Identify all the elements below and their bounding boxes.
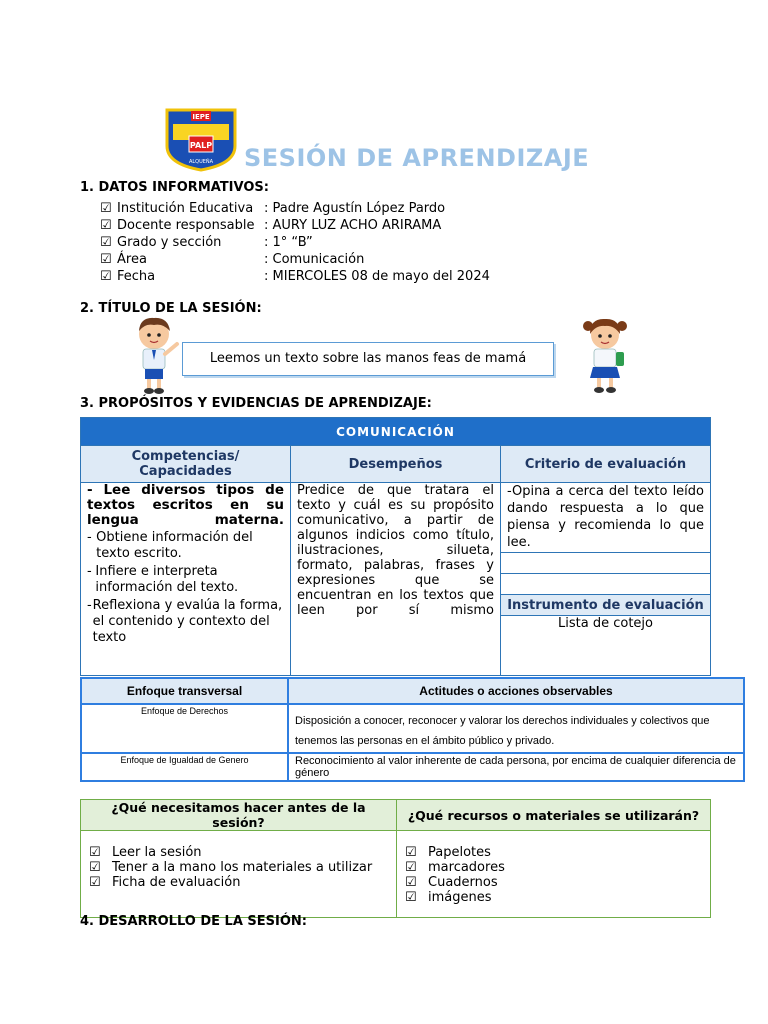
list-item-text: Ficha de evaluación xyxy=(112,875,241,890)
col-desempenos: Desempeños xyxy=(291,446,501,483)
info-label: Área xyxy=(117,252,147,267)
info-value: : AURY LUZ ACHO ARIRAMA xyxy=(264,218,442,233)
boy-illustration xyxy=(130,314,180,396)
info-row xyxy=(100,234,313,251)
list-item xyxy=(405,845,702,860)
list-item-text: marcadores xyxy=(428,860,505,875)
capacidad-text: Obtiene información del texto escrito. xyxy=(96,530,253,561)
info-value: : Comunicación xyxy=(264,252,365,267)
capacidad-item: - Reflexiona y evalúa la forma, el contenido y contexto del texto xyxy=(87,598,283,645)
list-item-text: Papelotes xyxy=(428,845,491,860)
enfoque-action: Disposición a conocer, reconocer y valorar los derechos individuales y colectivos que tenemos las personas en el ámbito público y privado. xyxy=(288,704,744,753)
empty-cell xyxy=(501,573,711,594)
enfoque-action: Reconocimiento al valor inherente de cada persona, por encima de cualquier diferencia de género xyxy=(288,753,744,781)
school-logo xyxy=(163,106,239,172)
capacidad-text: Reflexiona y evalúa la forma, el contenido y contexto del texto xyxy=(92,598,283,645)
logo-bottom-text: ALQUEÑA xyxy=(188,159,214,165)
check-icon: ☑ xyxy=(405,860,417,875)
check-icon: ☑ xyxy=(89,860,101,875)
competencias-cell xyxy=(81,483,291,676)
logo-top-text: IEPE xyxy=(192,113,210,121)
list-item-text: Cuadernos xyxy=(428,875,498,890)
col-criterio: Criterio de evaluación xyxy=(501,446,711,483)
preparation-table xyxy=(80,799,711,918)
capacidad-text: Infiere e interpreta información del texto. xyxy=(95,564,239,595)
info-value: : MIERCOLES 08 de mayo del 2024 xyxy=(264,269,490,284)
section4-title: 4. DESARROLLO DE LA SESIÓN: xyxy=(80,914,307,929)
capacidad-item: - Obtiene información del texto escrito. xyxy=(87,530,284,562)
capacidad-item: - Infiere e interpreta información del texto. xyxy=(87,564,284,596)
resources-list xyxy=(397,831,711,918)
instrumento-value: Lista de cotejo xyxy=(501,616,711,676)
list-item-text: imágenes xyxy=(428,890,492,905)
competencies-table xyxy=(80,417,711,676)
girl-illustration xyxy=(580,314,630,396)
check-icon: ☑ xyxy=(100,235,112,250)
col-actitudes: Actitudes o acciones observables xyxy=(288,678,744,704)
info-value: : Padre Agustín López Pardo xyxy=(264,201,446,216)
list-item xyxy=(405,860,702,875)
list-item xyxy=(89,875,388,890)
info-label: Grado y sección xyxy=(117,235,222,250)
info-label: Fecha xyxy=(117,269,156,284)
enfoque-table xyxy=(80,677,745,782)
page-title: SESIÓN DE APRENDIZAJE xyxy=(244,144,590,172)
col-competencias: Competencias/ Capacidades xyxy=(81,446,291,483)
before-list xyxy=(81,831,397,918)
section3-title: 3. PROPÓSITOS Y EVIDENCIAS DE APRENDIZAJE: xyxy=(80,396,432,411)
empty-cell xyxy=(501,552,711,573)
section1-title: 1. DATOS INFORMATIVOS: xyxy=(80,180,269,195)
check-icon: ☑ xyxy=(100,201,112,216)
col-resources: ¿Qué recursos o materiales se utilizarán? xyxy=(397,800,711,831)
check-icon: ☑ xyxy=(405,890,417,905)
criterio-cell xyxy=(501,483,711,553)
competencia-text: - Lee diversos tipos de textos escritos en su lengua materna. xyxy=(87,482,284,528)
check-icon: ☑ xyxy=(405,845,417,860)
info-row xyxy=(100,200,445,217)
logo-middle-text: PALP xyxy=(189,141,213,150)
list-item xyxy=(89,845,388,860)
section2-title: 2. TÍTULO DE LA SESIÓN: xyxy=(80,301,262,316)
list-item xyxy=(89,860,388,875)
info-label: Docente responsable xyxy=(117,218,255,233)
session-title-box: Leemos un texto sobre las manos feas de mamá xyxy=(182,342,554,376)
desempeno-text: Predice de que tratara el texto y cuál es su propósito comunicativo, a partir de algunos indicios como título, ilustraciones, silueta, formato, palabras, frases y expresiones que se encuentran en los textos que leen por sí mismo xyxy=(297,483,494,618)
info-row xyxy=(100,251,364,268)
check-icon: ☑ xyxy=(89,845,101,860)
list-item xyxy=(405,890,702,905)
instrumento-label: Instrumento de evaluación xyxy=(501,595,711,616)
check-icon: ☑ xyxy=(100,269,112,284)
check-icon: ☑ xyxy=(100,218,112,233)
list-item-text: Tener a la mano los materiales a utilizar xyxy=(112,860,373,875)
desempeno-cell xyxy=(291,483,501,676)
criterio-text: -Opina a cerca del texto leído dando respuesta a lo que piensa y recomienda lo que lee. xyxy=(507,484,704,550)
enfoque-name: Enfoque de Igualdad de Genero xyxy=(81,753,288,781)
col-before: ¿Qué necesitamos hacer antes de la sesión? xyxy=(81,800,397,831)
info-row xyxy=(100,268,490,285)
check-icon: ☑ xyxy=(405,875,417,890)
info-label: Institución Educativa xyxy=(117,201,254,216)
list-item-text: Leer la sesión xyxy=(112,845,202,860)
enfoque-name: Enfoque de Derechos xyxy=(81,704,288,753)
check-icon: ☑ xyxy=(89,875,101,890)
list-item xyxy=(405,875,702,890)
check-icon: ☑ xyxy=(100,252,112,267)
info-value: : 1° “B” xyxy=(264,235,313,250)
area-header: COMUNICACIÓN xyxy=(81,418,711,446)
col-enfoque: Enfoque transversal xyxy=(81,678,288,704)
info-row xyxy=(100,217,441,234)
